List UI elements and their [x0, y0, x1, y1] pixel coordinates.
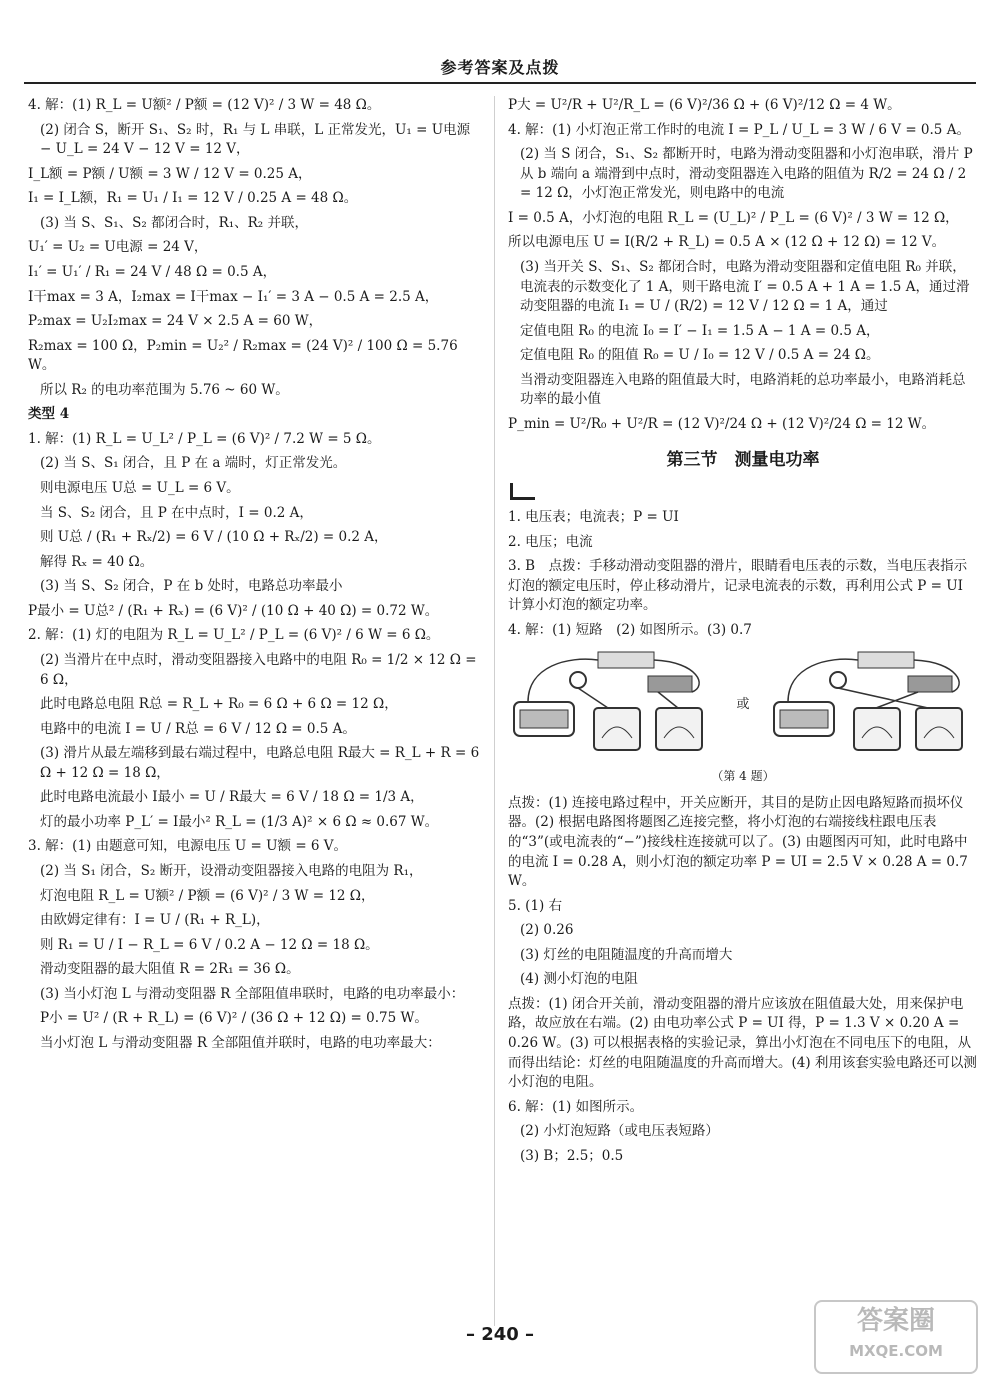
- text-line: 当小灯泡 L 与滑动变阻器 R 全部阻值并联时，电路的电功率最大：: [40, 1034, 441, 1051]
- text-line: 4. 解：(1) 小灯泡正常工作时的电流 I = P_L / U_L = 3 W / 6 V = 0.5 A。: [508, 121, 970, 138]
- right-column: [508, 96, 978, 1171]
- text-line: 由欧姆定律有：I = U / (R₁ + R_L)，: [40, 912, 270, 929]
- text-line: 滑动变阻器的最大阻值 R = 2R₁ = 36 Ω。: [40, 961, 300, 978]
- text-line: U₁′ = U₂ = U电源 = 24 V，: [28, 239, 208, 256]
- text-line: 灯的最小功率 P_L′ = I最小² R_L = (1/3 A)² × 6 Ω ≈ 0.67 W。: [40, 813, 439, 830]
- answer-item: (2) 0.26: [520, 922, 574, 939]
- text-line: 灯泡电阻 R_L = U额² / P额 = (6 V)² / 3 W = 12 Ω，: [40, 887, 375, 904]
- answer-item: 1. 电压表；电流表；P = UI: [508, 509, 679, 526]
- text-line: 所以电源电压 U = I(R/2 + R_L) = 0.5 A × (12 Ω + 12 Ω) = 12 V。: [508, 234, 946, 251]
- text-line: (2) 闭合 S，断开 S₁、S₂ 时，R₁ 与 L 串联，L 正常发光，U₁ = U电源 − U_L = 24 V − 12 V = 12 V，: [40, 121, 471, 158]
- text-line: I干max = 3 A，I₂max = I干max − I₁′ = 3 A − 0.5 A = 2.5 A，: [28, 288, 439, 305]
- text-line: P_min = U²/R₀ + U²/R = (12 V)²/24 Ω + (12 V)²/24 Ω = 12 W。: [508, 415, 936, 432]
- text-line: I₁′ = U₁′ / R₁ = 24 V / 48 Ω = 0.5 A，: [28, 263, 277, 280]
- text-line: P大 = U²/R + U²/R_L = (6 V)²/36 Ω + (6 V)²/12 Ω = 4 W。: [508, 97, 901, 113]
- text-line: (3) 当开关 S、S₁、S₂ 都闭合时，电路为滑动变阻器和定值电阻 R₀ 并联，电流表的示数变化了 1 A，则干路电流 I′ = 0.5 A + 1 A = 1.5 A，通过滑动变阻器的电流 I₁ = U / (R/2) = 12 V / 12 Ω = 1 A，通过: [520, 258, 970, 315]
- hint-paragraph: 点拨：(1) 闭合开关前，滑动变阻器的滑片应该放在阻值最大处，用来保护电路，故应放在右端。(2) 由电功率公式 P = UI 得，P = 1.3 V × 0.20 A = 0.26 W。(3) 可以根据表格的实验记录，算出小灯泡在不同电压下的电阻，从而得出结论：灯丝的电阻随温度的升高而增大。(4) 利用该套实验电路还可以测小灯泡的电阻。: [508, 995, 977, 1091]
- text-line: 电路中的电流 I = U / R总 = 6 V / 12 Ω = 0.5 A。: [40, 720, 356, 737]
- text-line: 定值电阻 R₀ 的阻值 R₀ = U / I₀ = 12 V / 0.5 A = 24 Ω。: [520, 347, 880, 364]
- hint-paragraph: 点拨：(1) 连接电路过程中，开关应断开，其目的是防止因电路短路而损坏仪器。(2) 根据电路图将题图乙连接完整，将小灯泡的右端接线柱跟电压表的“3”(或电流表的“−”)接线柱连接就可以了。(3) 由题图丙可知，此时电路中的电流 I = 0.28 A，则小灯泡的额定功率 P = UI = 2.5 V × 0.28 A = 0.7 W。: [508, 794, 968, 890]
- text-line: 此时电路电流最小 I最小 = U / R最大 = 6 V / 18 Ω = 1/3 A，: [40, 789, 424, 806]
- text-line: I = 0.5 A，小灯泡的电阻 R_L = (U_L)² / P_L = (6 V)² / 3 W = 12 Ω，: [508, 209, 959, 226]
- text-line: (3) 当 S、S₂ 闭合，P 在 b 处时，电路总功率最小: [40, 578, 343, 595]
- answer-item: 2. 电压；电流: [508, 533, 593, 550]
- text-line: (2) 当滑片在中点时，滑动变阻器接入电路中的电阻 R₀ = 1/2 × 12 Ω = 6 Ω，: [40, 651, 477, 688]
- text-line: 当滑动变阻器连入电路的阻值最大时，电路消耗的总功率最小，电路消耗总功率的最小值: [520, 371, 966, 408]
- watermark-logo-text: 答案圈: [856, 1306, 935, 1336]
- text-line: 则电源电压 U总 = U_L = 6 V。: [40, 480, 240, 496]
- answer-item: 5. (1) 右: [508, 897, 563, 914]
- figure-caption: （第 4 题）: [711, 769, 775, 784]
- or-label: 或: [736, 697, 750, 713]
- text-line: 则 U总 / (R₁ + Rₓ/2) = 6 V / (10 Ω + Rₓ/2) = 0.2 A，: [40, 529, 388, 546]
- text-line: (2) 当 S、S₁ 闭合，且 P 在 a 端时，灯正常发光。: [40, 455, 347, 472]
- text-line: 当 S、S₂ 闭合，且 P 在中点时，I = 0.2 A，: [40, 504, 313, 521]
- site-watermark: [814, 1300, 978, 1374]
- left-column: [28, 96, 480, 1059]
- page-number: – 240 –: [465, 1324, 535, 1345]
- type-heading: 类型 4: [28, 406, 70, 423]
- text-line: 定值电阻 R₀ 的电流 I₀ = I′ − I₁ = 1.5 A − 1 A = 0.5 A，: [520, 322, 880, 339]
- answer-item: (3) 灯丝的电阻随温度的升高而增大: [520, 946, 733, 963]
- circuit-diagram-right: [768, 646, 978, 764]
- text-line: I₁ = I_L额，R₁ = U₁ / I₁ = 12 V / 0.25 A = 48 Ω。: [28, 190, 358, 207]
- text-line: P₂max = U₂I₂max = 24 V × 2.5 A = 60 W，: [28, 313, 323, 330]
- circuit-diagram-left: [508, 646, 718, 764]
- text-line: 3. 解：(1) 由题意可知，电源电压 U = U额 = 6 V。: [28, 838, 348, 855]
- text-line: 所以 R₂ 的电功率范围为 5.76 ~ 60 W。: [40, 381, 289, 398]
- watermark-url: MXQE.COM: [849, 1342, 943, 1360]
- column-divider: [494, 96, 495, 1326]
- text-line: (2) 当 S 闭合，S₁、S₂ 都断开时，电路为滑动变阻器和小灯泡串联，滑片 P 从 b 端向 a 端滑到中点时，滑动变阻器连入电路的阻值为 R/2 = 24 Ω / 2 = 12 Ω，小灯泡正常发光，则电路中的电流: [520, 146, 973, 202]
- text-line: 此时电路总电阻 R总 = R_L + R₀ = 6 Ω + 6 Ω = 12 Ω，: [40, 696, 398, 713]
- answer-item: (2) 小灯泡短路（或电压表短路）: [520, 1123, 719, 1140]
- bookmark-icon: [510, 483, 535, 500]
- text-line: (2) 当 S₁ 闭合，S₂ 断开，设滑动变阻器接入电路的电阻为 R₁，: [40, 863, 423, 879]
- text-line: R₂max = 100 Ω，P₂min = U₂² / R₂max = (24 V)² / 100 Ω = 5.76 W。: [28, 337, 458, 374]
- text-line: (3) 当 S、S₁、S₂ 都闭合时，R₁、R₂ 并联，: [40, 214, 309, 231]
- answer-item: 3. B 点拨：手移动滑动变阻器的滑片，眼睛看电压表的示数，当电压表指示灯泡的额定电压时，停止移动滑片，记录电流表的示数，再利用公式 P = UI 计算小灯泡的额定功率。: [508, 558, 968, 614]
- text-line: 解得 Rₓ = 40 Ω。: [40, 553, 154, 570]
- text-line: 2. 解：(1) 灯的电阻为 R_L = U_L² / P_L = (6 V)² / 6 W = 6 Ω。: [28, 627, 440, 644]
- answer-item: 6. 解：(1) 如图所示。: [508, 1098, 644, 1115]
- answer-item: 4. 解：(1) 短路 (2) 如图所示。(3) 0.7: [508, 621, 752, 638]
- page-header: [24, 56, 976, 84]
- text-line: (3) 当小灯泡 L 与滑动变阻器 R 全部阻值串联时，电路的电功率最小：: [40, 985, 465, 1002]
- text-line: I_L额 = P额 / U额 = 3 W / 12 V = 0.25 A，: [28, 165, 312, 182]
- text-line: 1. 解：(1) R_L = U_L² / P_L = (6 V)² / 7.2 W = 5 Ω。: [28, 430, 381, 447]
- text-line: P最小 = U总² / (R₁ + Rₓ) = (6 V)² / (10 Ω + 40 Ω) = 0.72 W。: [28, 602, 439, 619]
- section-title: 第三节 测量电功率: [666, 450, 820, 471]
- answer-item: (3) B；2.5；0.5: [520, 1147, 624, 1164]
- text-line: (3) 滑片从最左端移到最右端过程中，电路总电阻 R最大 = R_L + R = 6 Ω + 12 Ω = 18 Ω，: [40, 745, 480, 781]
- text-line: P小 = U² / (R + R_L) = (6 V)² / (36 Ω + 12 Ω) = 0.75 W。: [40, 1010, 428, 1027]
- text-line: 4. 解：(1) R_L = U额² / P额 = (12 V)² / 3 W = 48 Ω。: [28, 97, 381, 113]
- answer-item: (4) 测小灯泡的电阻: [520, 971, 638, 988]
- circuit-figure: [508, 646, 978, 764]
- text-line: 则 R₁ = U / I − R_L = 6 V / 0.2 A − 12 Ω = 18 Ω。: [40, 936, 379, 953]
- header-title: 参考答案及点拨: [440, 58, 560, 77]
